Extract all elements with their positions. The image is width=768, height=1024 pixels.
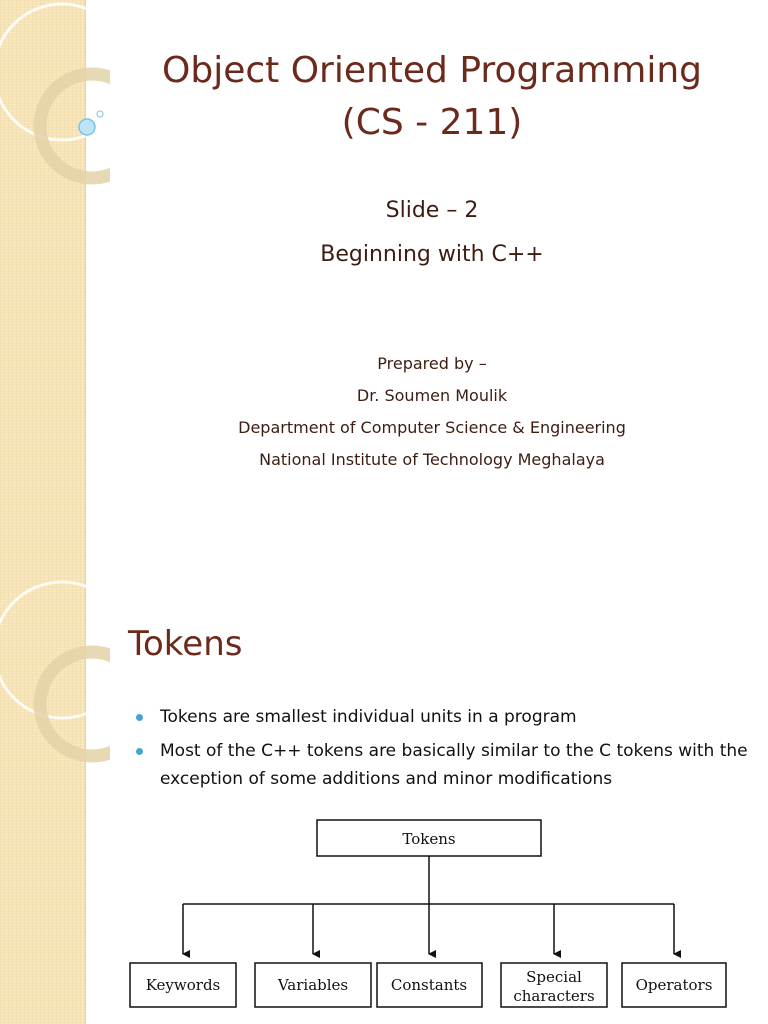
author-department: Department of Computer Science & Engineering [238, 418, 626, 437]
decorative-rings-icon [0, 576, 110, 1024]
slide-title [96, 45, 768, 149]
tokens-diagram [120, 812, 740, 1012]
bullet-item: Tokens are smallest individual units in a program [136, 703, 761, 731]
tokens-slide [0, 576, 768, 1024]
prepared-by-label: Prepared by – [377, 354, 487, 373]
diagram-child-special-line-2: characters [513, 987, 595, 1005]
diagram-root-label: Tokens [402, 830, 456, 848]
diagram-child-variables: Variables [277, 976, 349, 994]
author-name: Dr. Soumen Moulik [356, 386, 508, 405]
bullet-list [136, 703, 761, 799]
diagram-child-constants: Constants [390, 976, 468, 994]
title-line-2: (CS - 211) [341, 102, 523, 143]
slide-topic: Beginning with C++ [320, 242, 544, 267]
diagram-child-special-line-1: Special [526, 968, 582, 986]
author-institute: National Institute of Technology Meghalaya [259, 450, 605, 469]
decorative-rings-icon [0, 0, 110, 576]
decorative-side-band [0, 0, 86, 576]
slide-title: Tokens [128, 624, 243, 664]
decorative-side-band [0, 576, 86, 1024]
prepared-by-block [96, 348, 768, 476]
diagram-child-operators: Operators [635, 976, 713, 994]
diagram-child-keywords: Keywords [145, 976, 221, 994]
title-line-1: Object Oriented Programming [162, 50, 702, 91]
bullet-item: Most of the C++ tokens are basically similar to the C tokens with the exception of some additions and minor modifications [136, 737, 761, 793]
slide-number-label: Slide – 2 [385, 198, 479, 223]
